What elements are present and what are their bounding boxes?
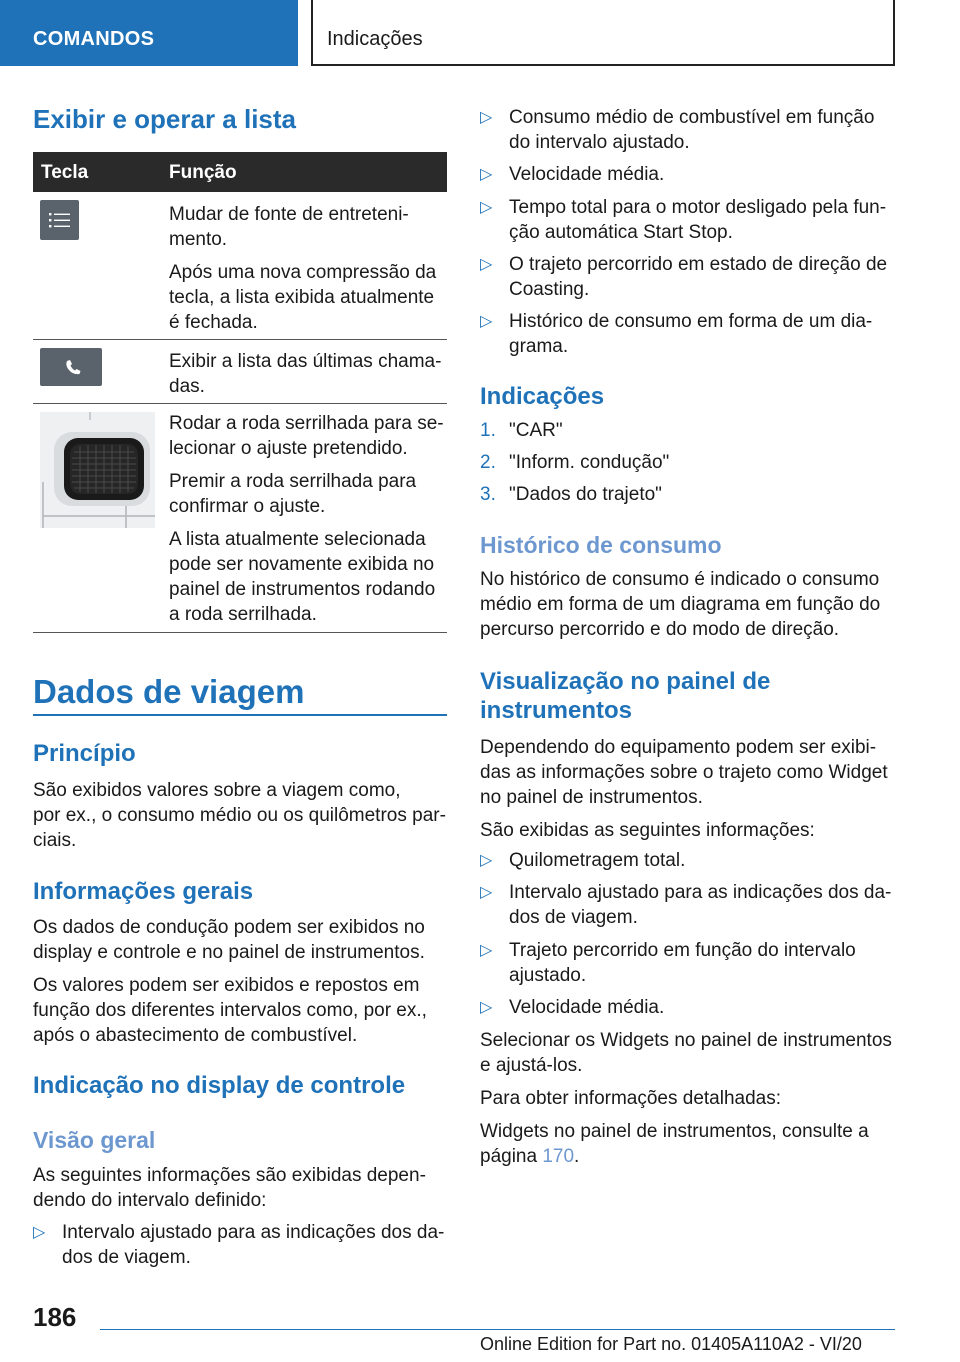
footer-divider: [100, 1329, 895, 1330]
triangle-bullet-icon: ▷: [480, 942, 493, 959]
list-item: [480, 880, 900, 930]
step-text: "Inform. condução": [509, 452, 670, 473]
bullet-line: Intervalo ajustado para as indicações dos da-: [62, 1222, 445, 1243]
row1-line2: mento.: [169, 229, 228, 250]
row1-line5: é fechada.: [169, 312, 258, 333]
list-icon: [40, 200, 79, 240]
header-section-label: COMANDOS: [33, 28, 155, 50]
step-number: 1.: [480, 420, 496, 441]
bullet-line: Velocidade média.: [509, 164, 665, 185]
bullet-line: Quilometragem total.: [509, 850, 686, 871]
bullet-text: [509, 880, 891, 930]
bullet-text: [509, 195, 886, 245]
bullet-line: Velocidade média.: [509, 997, 665, 1018]
row1-line3: Após uma nova compressão da: [169, 262, 437, 283]
table-header: [33, 152, 447, 192]
bullet-line: grama.: [509, 336, 569, 357]
row3-line3: Premir a roda serrilhada para: [169, 471, 417, 492]
bullet-text: [509, 938, 856, 988]
bullet-line: ção automática Start Stop.: [509, 222, 733, 243]
cluster-heading-line1: Visualização no painel de: [480, 668, 771, 695]
row3-line7: painel de instrumentos rodando: [169, 579, 436, 600]
table-col-key: Tecla: [41, 162, 89, 183]
page-number: 186: [33, 1302, 77, 1332]
list-item: [33, 1220, 453, 1270]
bullet-line: O trajeto percorrido em estado de direção de: [509, 254, 888, 275]
row1-line1: Mudar de fonte de entreteni-: [169, 204, 409, 225]
principle-heading: Princípio: [33, 740, 136, 767]
indications-heading: Indicações: [480, 383, 605, 410]
list-item: [480, 195, 900, 245]
row3-line1: Rodar a roda serrilhada para se-: [169, 413, 444, 434]
table-col-function: Função: [169, 162, 237, 183]
row2-line1: Exibir a lista das últimas chama-: [169, 351, 442, 372]
cluster-line2: das as informações sobre o trajeto como Widget: [480, 762, 888, 783]
triangle-bullet-icon: ▷: [480, 199, 493, 216]
row3-line4: confirmar o ajuste.: [169, 496, 326, 517]
list-item: [480, 938, 900, 988]
bullet-text: [509, 252, 887, 302]
overview-heading: Visão geral: [33, 1127, 156, 1153]
list-item: [480, 162, 900, 187]
page-170-link[interactable]: 170: [542, 1146, 575, 1167]
overview-line1: As seguintes informações são exibidas depen-: [33, 1165, 426, 1186]
knurled-wheel-image: [40, 412, 155, 528]
bullet-text: [509, 848, 685, 873]
bullet-line: Intervalo ajustado para as indicações dos da-: [509, 882, 892, 903]
control-display-heading: Indicação no display de controle: [33, 1072, 406, 1099]
bullet-text: [62, 1220, 444, 1270]
triangle-bullet-icon: ▷: [480, 313, 493, 330]
phone-icon: [40, 348, 102, 386]
overview-text: [33, 1163, 453, 1213]
bullet-text: [509, 309, 872, 359]
cluster-line4: São exibidas as seguintes informações:: [480, 820, 815, 841]
table-divider: [33, 403, 447, 404]
general-line3: Os valores podem ser exibidos e repostos em: [33, 975, 420, 996]
bullet-text: [509, 105, 874, 155]
overview-line2: dendo do intervalo definido:: [33, 1190, 267, 1211]
trip-data-title: Dados de viagem: [33, 673, 305, 710]
list-item: [480, 995, 900, 1020]
widgets-line5: [480, 1144, 900, 1169]
list-heading: Exibir e operar a lista: [33, 104, 297, 134]
bullet-line: Coasting.: [509, 279, 590, 300]
principle-line1: São exibidos valores sobre a viagem como,: [33, 780, 401, 801]
cluster-heading: [480, 668, 900, 726]
table-row-2-text: [169, 349, 449, 399]
triangle-bullet-icon: ▷: [480, 852, 493, 869]
bullet-line: dos de viagem.: [62, 1247, 191, 1268]
row3-line8: a roda serrilhada.: [169, 604, 317, 625]
row3-line6: pode ser novamente exibida no: [169, 554, 435, 575]
step-text: "CAR": [509, 420, 563, 441]
bullet-line: do intervalo ajustado.: [509, 132, 690, 153]
bullet-line: Histórico de consumo em forma de um dia-: [509, 311, 873, 332]
row3-line5: A lista atualmente selecionada: [169, 529, 426, 550]
widgets-text: [480, 1028, 900, 1169]
header-topic-label: Indicações: [327, 28, 423, 50]
principle-line3: ciais.: [33, 830, 77, 851]
bullet-line: Consumo médio de combustível em função: [509, 107, 875, 128]
principle-line2: por ex., o consumo médio ou os quilômetros par-: [33, 805, 446, 826]
edition-note: Online Edition for Part no. 01405A110A2 - VI/20: [480, 1334, 862, 1354]
cluster-text: [480, 735, 900, 843]
step-number: 3.: [480, 484, 496, 505]
widgets-line2: e ajustá-los.: [480, 1055, 583, 1076]
consumption-history-text: [480, 567, 900, 642]
list-item: [480, 482, 900, 507]
history-line1: No histórico de consumo é indicado o consumo: [480, 569, 880, 590]
triangle-bullet-icon: ▷: [33, 1224, 46, 1241]
bullet-line: Trajeto percorrido em função do intervalo: [509, 940, 856, 961]
list-item: [480, 252, 900, 302]
triangle-bullet-icon: ▷: [480, 999, 493, 1016]
page-ref-suffix: .: [574, 1146, 580, 1167]
general-line2: display e controle e no painel de instrumentos.: [33, 942, 425, 963]
widgets-line3: Para obter informações detalhadas:: [480, 1088, 782, 1109]
cluster-heading-line2: instrumentos: [480, 696, 633, 724]
triangle-bullet-icon: ▷: [480, 256, 493, 273]
table-row-1-text: [169, 202, 449, 335]
header-topic-tab: [311, 0, 895, 66]
bullet-line: dos de viagem.: [509, 907, 638, 928]
list-item: [480, 848, 900, 873]
widgets-line1: Selecionar os Widgets no painel de instrumentos: [480, 1030, 892, 1051]
bullet-text: [509, 995, 664, 1020]
history-line2: médio em forma de um diagrama em função do: [480, 594, 881, 615]
table-divider: [33, 339, 447, 340]
cluster-line3: no painel de instrumentos.: [480, 787, 703, 808]
general-line5: após o abastecimento de combustível.: [33, 1025, 358, 1046]
general-line1: Os dados de condução podem ser exibidos no: [33, 917, 425, 938]
page-ref-prefix: página: [480, 1146, 543, 1167]
table-divider: [33, 632, 447, 633]
general-info-heading: Informações gerais: [33, 878, 254, 905]
triangle-bullet-icon: ▷: [480, 884, 493, 901]
principle-text: [33, 778, 453, 853]
general-info-text: [33, 915, 453, 1048]
cluster-line1: Dependendo do equipamento podem ser exibi-: [480, 737, 877, 758]
triangle-bullet-icon: ▷: [480, 109, 493, 126]
step-text: "Dados do trajeto": [509, 484, 662, 505]
triangle-bullet-icon: ▷: [480, 166, 493, 183]
row2-line2: das.: [169, 376, 205, 397]
list-item: [480, 450, 900, 475]
title-underline: [33, 714, 447, 716]
list-item: [480, 309, 900, 359]
list-item: [480, 105, 900, 155]
row3-line2: lecionar o ajuste pretendido.: [169, 438, 408, 459]
bullet-text: [509, 162, 664, 187]
consumption-history-heading: Histórico de consumo: [480, 532, 722, 558]
bullet-line: ajustado.: [509, 965, 587, 986]
table-row-3-text: [169, 411, 449, 627]
history-line3: percurso percorrido e do modo de direção.: [480, 619, 840, 640]
widgets-line4: Widgets no painel de instrumentos, consulte a: [480, 1121, 869, 1142]
bullet-line: Tempo total para o motor desligado pela fun-: [509, 197, 887, 218]
list-item: [480, 418, 900, 443]
row1-line4: tecla, a lista exibida atualmente: [169, 287, 435, 308]
general-line4: função dos diferentes intervalos como, por ex.,: [33, 1000, 427, 1021]
step-number: 2.: [480, 452, 496, 473]
header-section-tab: [0, 0, 298, 66]
